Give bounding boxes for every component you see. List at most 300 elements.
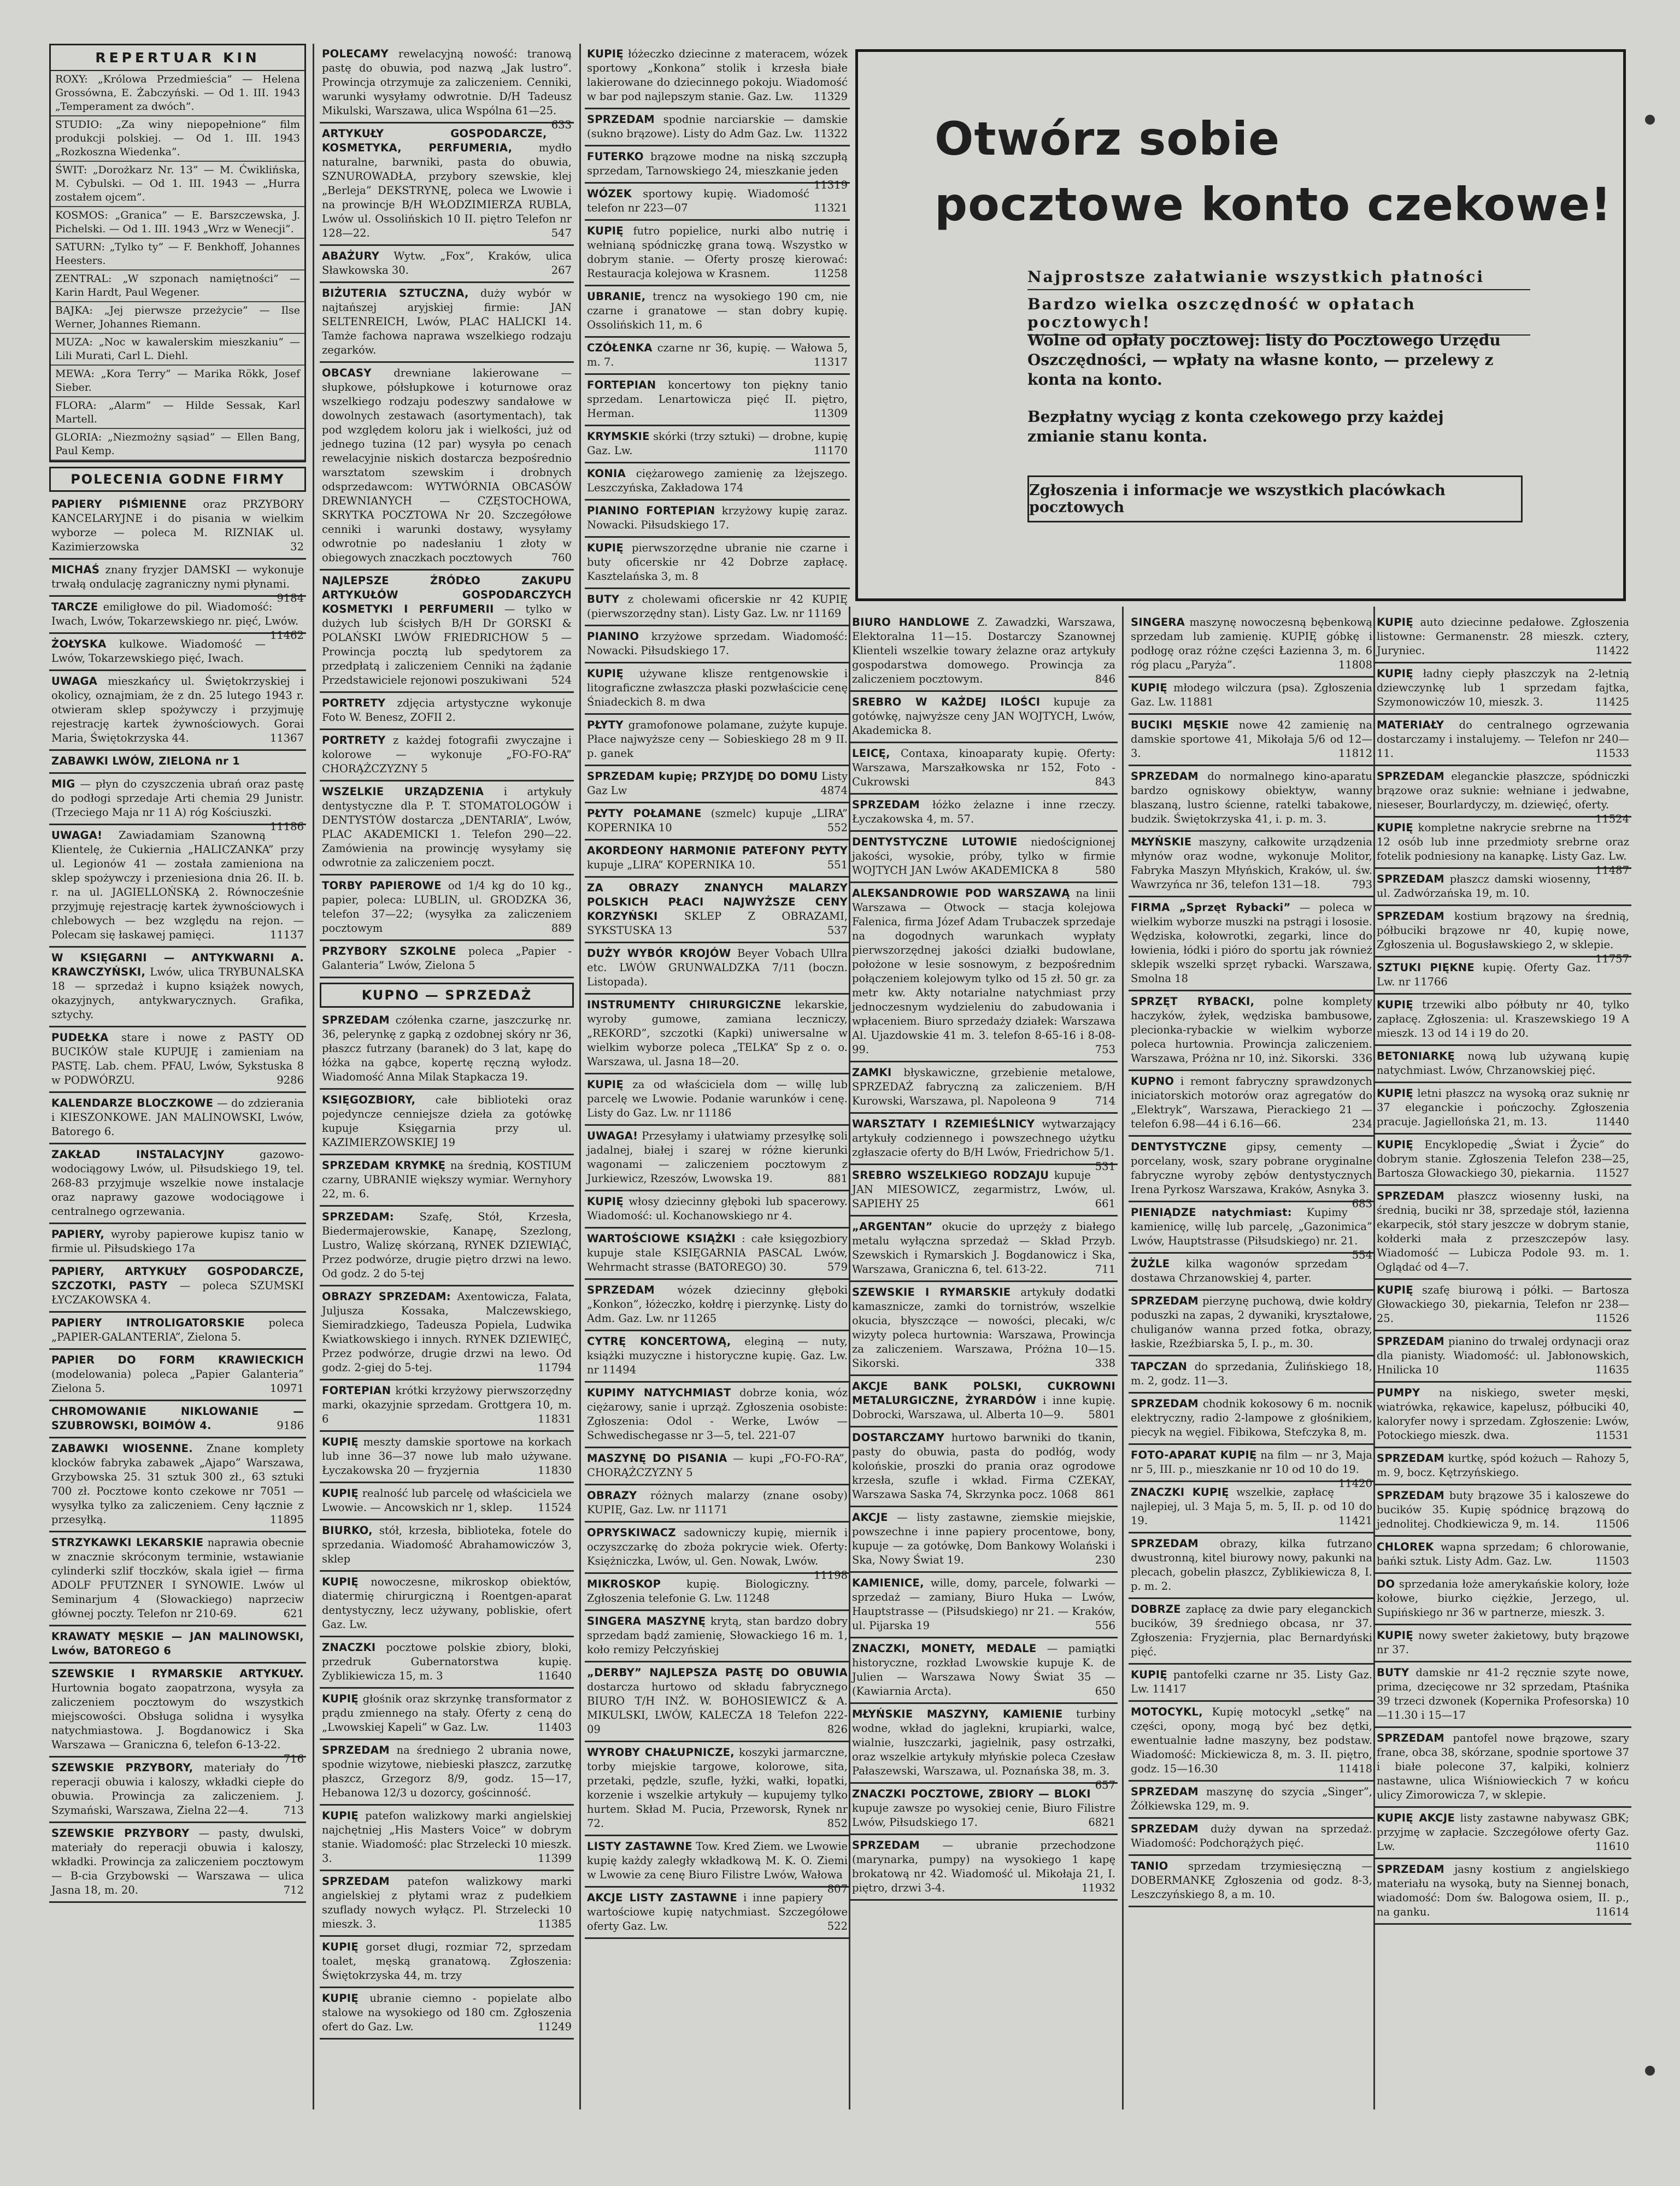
- ad-number: 11309: [813, 407, 848, 420]
- classified-ad: [1129, 1071, 1374, 1137]
- cinema-listing: MEWA: „Kora Terry” — Marika Rökk, Josef Sieber.: [51, 366, 304, 397]
- ad-text: maszynę do szycia „Singer”, Żółkiewska 129, m. 9.: [1131, 1785, 1372, 1812]
- ad-lead: SPRZEDAM KRYMKĘ: [322, 1159, 446, 1172]
- ad-lead: MICHAŚ: [51, 563, 100, 576]
- classified-ad: [1129, 1533, 1374, 1599]
- classified-ad: [1129, 1291, 1374, 1356]
- classified-ad: [320, 781, 574, 875]
- ad-lead: ŻUŻLE: [1131, 1257, 1170, 1270]
- ad-text: duży wybór w najtańszej aryjskiej firmie: JAN SELTENREICH, Lwów, PLAC HALICKI 14. Tamże fachowa naprawa wszelkiego rodzaju zegarków.: [322, 287, 572, 356]
- ad-number: 552: [827, 821, 848, 834]
- ad-lead: FIRMA „Sprzęt Rybacki”: [1131, 901, 1291, 914]
- ad-number: 11527: [1595, 1167, 1629, 1179]
- ad-text: nowe 42 zamienię na damskie sportowe 41, Mikołaja 5/6 od 12—3.: [1131, 719, 1372, 760]
- classified-ad: [585, 715, 850, 766]
- ad-lead: SPRZEDAM: [1377, 1863, 1444, 1876]
- ad-text: — tylko w dużych lub ścisłych B/H Dr GORSKI & POLAŃSKI LWÓW FRIEDRICHOW 5 — Prowincja pocztą lub spedytorem za przedpłatą i zaliczeniem Cenniki na żądanie Przedstawiciele rejonowi poszukiwani: [322, 603, 572, 686]
- ad-text: maszynę nowoczesną bębenkową sprzedam lub zamienię. KUPIĘ góbkę i podłogę oraz różne części Łazienna 3, m. 6 róg placu „Paryża”.: [1131, 616, 1372, 671]
- ad-lead: PAPIER DO FORM KRAWIECKICH: [51, 1354, 304, 1366]
- ad-text: pierzynę puchową, dwie kołdry poduszki na zapas, 2 dywaniki, kryształowe, chuliganów wanna przed fotka, obrazy, łaskie, Rzeźbiarska 5, I. p., m. 30.: [1131, 1295, 1372, 1350]
- ad-lead: OPRYSKIWACZ: [587, 1526, 676, 1539]
- classified-ad: [49, 597, 306, 642]
- classified-ad: [320, 1090, 574, 1155]
- classified-ad: [320, 1483, 574, 1520]
- ad-lead: DENTYSTYCZNE LUTOWIE: [852, 836, 1018, 848]
- ad-lead: KUPNO: [1131, 1075, 1174, 1088]
- ad-benefit-1: Najprostsze załatwianie wszystkich płatności: [1027, 268, 1530, 290]
- ad-text: ubranie ciemno - popielate albo stalowe na wysokiego od 180 cm. Zgłoszenia ofert do Gaz. Lw.: [322, 1992, 572, 2033]
- ad-number: 267: [551, 264, 572, 277]
- ad-text: sprzedania łoże amerykańskie kolory, łoże kołowe, biurko ciężkie, Jerzego, ul. Supińskiego nr 36 w partnerze, mieszk. 3.: [1377, 1578, 1629, 1619]
- ad-number: 11794: [537, 1361, 572, 1374]
- ad-lead: KUPIĘ: [587, 1078, 624, 1091]
- cinema-listing: KOSMOS: „Granica” — E. Barszczewska, J. Pichelski. — Od 1. III. 1943 „Wrz w Wenecji”.: [51, 207, 304, 239]
- ad-lead: PIANINO FORTEPIAN: [587, 504, 715, 517]
- classified-ad: [585, 626, 850, 663]
- classified-ad: [49, 1823, 306, 1903]
- classified-ad: [585, 109, 850, 146]
- ad-text: Tow. Kred Ziem. we Lwowie kupię każdy zaległy wkładkową M. K. O. Ziemi w Lwowie za cenę Biuro Filistre Lwów, Wałowa: [587, 1840, 848, 1881]
- ad-text: gramofonowe polamane, zużyte kupuje. Płace najwyższe ceny — Sobieskiego 28 m 9 II. p. ganek: [587, 719, 848, 760]
- ad-text: włosy dziecinny głęboki lub spacerowy. Wiadomość: ul. Kochanowskiego nr 4.: [587, 1195, 848, 1222]
- ad-number: 11367: [269, 732, 304, 744]
- ad-number: 714: [1095, 1095, 1115, 1107]
- ad-number: 11531: [1595, 1429, 1629, 1442]
- ad-text: eleginą — nuty, książki muzyczne i historyczne kupię. Gaz. Lw. nr 11494: [587, 1335, 848, 1376]
- ad-number: 11610: [1595, 1840, 1629, 1853]
- ad-text: płaszcz damski wiosenny, ul. Zadwórzańska 19, m. 10.: [1377, 873, 1591, 900]
- ad-text: koszyki jarmarczne, torby miejskie targowe, kolorowe, sita, przetaki, pędzle, szufle, łyżki, wałki, łopatki, korzenie i wszelkie artykuły — kupujemy tylko hurtem. Skład M. Pucia, Przeworsk, Rynek nr 72.: [587, 1746, 848, 1830]
- ad-text: auto dziecinne pedałowe. Zgłoszenia listowne: Germanenstr. 28 mieszk. cztery, Juryniec.: [1377, 616, 1629, 657]
- ad-number: 9286: [277, 1074, 304, 1086]
- ad-text: i inne papiery wartościowe kupię natychmiast. Szczegółowe oferty Gaz. Lw.: [587, 1891, 848, 1932]
- ad-lead: KUPIĘ: [1131, 1668, 1167, 1681]
- ad-lead: UWAGA: [51, 675, 98, 687]
- ad-number: 338: [1095, 1357, 1115, 1370]
- ad-number: 11319: [813, 179, 848, 191]
- ad-lead: POLECAMY: [322, 48, 389, 60]
- ad-number: 11385: [537, 1918, 572, 1930]
- column-rule: [579, 44, 581, 2109]
- ad-number: 826: [827, 1723, 848, 1736]
- cinema-listing: BAJKA: „Jej pierwsze przeżycie” — Ilse Werner, Johannes Riemann.: [51, 302, 304, 334]
- ad-lead: SPRZEDAM: [1377, 1489, 1444, 1502]
- ad-number: 11524: [537, 1501, 572, 1514]
- ad-text: kurtkę, spód kożuch — Rahozy 5, m. 9, bocz. Kętrzyńskiego.: [1377, 1452, 1629, 1479]
- ad-lead: AKCJE: [852, 1511, 888, 1524]
- classified-ad: [320, 1637, 574, 1689]
- ad-lead: KUPIĘ AKCJE: [1377, 1812, 1455, 1824]
- ad-lead: SPRZEDAM: [852, 798, 920, 811]
- classified-ad: [1129, 1665, 1374, 1702]
- ad-lead: MŁYŃSKIE MASZYNY, KAMIENIE: [852, 1708, 1063, 1720]
- classified-ad: [320, 1988, 574, 2040]
- ad-number: 760: [551, 551, 572, 564]
- ad-lead: SZTUKI PIĘKNE: [1377, 961, 1475, 974]
- ad-lead: FUTERKO: [587, 150, 644, 163]
- classified-ad: [1129, 832, 1374, 897]
- ad-text: trencz na wysokiego 190 cm, nie czarne i granatowe — stan dobry kupię. Ossolińskich 11, m. 6: [587, 290, 848, 331]
- ad-number: 11186: [269, 820, 304, 833]
- ad-lead: BUTY: [587, 593, 620, 606]
- ad-text: do sprzedania, Żulińskiego 18, m. 2, godz. 11—3.: [1131, 1360, 1372, 1387]
- ad-lead: BUTY: [1377, 1666, 1409, 1679]
- ad-lead: SPRZEDAM: [1377, 873, 1444, 885]
- ad-text: niedoścignionej jakości, wysokie, próby, tylko w firmie WOJTYCH JAN Lwów AKADEMICKA 8: [852, 836, 1115, 877]
- ad-lead: KUPIĘ: [587, 542, 624, 554]
- ad-lead: UWAGA!: [51, 829, 103, 842]
- ad-lead: KONIA: [587, 467, 626, 480]
- ad-number: 11932: [1081, 1882, 1115, 1894]
- ad-text: Encyklopedię „Świat i Życie” do dobrym stanie. Zgłoszenia Telefon 238—25, Bartosza Głowackiego 30, piekarnia.: [1377, 1138, 1629, 1179]
- column-4: [850, 612, 1118, 1901]
- ad-text: — płyn do czyszczenia ubrań oraz pastę do podłogi sprzedaje Arti chemia 29 Junistr. (Trzeciego Maja nr 11 A) róg Kościuszki.: [51, 778, 304, 819]
- ad-lead: KUPIĘ: [1377, 1629, 1413, 1642]
- ad-lead: SINGERA: [1131, 616, 1185, 628]
- ad-text: — pasty, dwulski, materiały do reperacji obuwia i kaloszy, wkładki. Prowincja za zaliczeniem pocztowym — B-cia Grzybowski — Warszawa — ulica Jasna 18, m. 20.: [51, 1827, 304, 1896]
- ad-number: 11487: [1595, 864, 1629, 877]
- ad-lead: MOTOCYKL,: [1131, 1706, 1203, 1718]
- ad-number: 807: [827, 1883, 848, 1895]
- classified-ad: [585, 995, 850, 1074]
- ad-text: płaszcz wiosenny łuski, na średnią, buciki nr 38, sprzedaje stół, łazienna ekarpecik, stół stary jeszcze w dobrym stanie, kołderki mała z przeszczepów lasy. Wiadomość — Lubicza Podole 93. m. 1. Oglądać od 4—7.: [1377, 1190, 1629, 1273]
- ad-text: Contaxa, kinoaparaty kupię. Oferty: Warszawa, Marszałkowska nr 152, Foto - Cukrowski: [852, 747, 1115, 788]
- ad-lead: ZABAWKI WIOSENNE.: [51, 1442, 193, 1455]
- ad-number: 11895: [269, 1513, 304, 1526]
- classified-ad: [1374, 1485, 1631, 1537]
- ad-lead: MIG: [51, 778, 75, 790]
- ad-text: Beyer Vobach Ullra etc. LWÓW GRUNWALDZKA 7/11 (boczn. Listopada).: [587, 947, 848, 988]
- ad-lead: SPRZEDAM: [1377, 770, 1444, 783]
- ad-lead: SPRZEDAM: [1377, 1452, 1444, 1465]
- ad-text: wszelkie, zapłacę najlepiej, ul. 3 Maja 5, m. 5, II. p. od 10 do 19.: [1131, 1486, 1372, 1527]
- ad-number: 713: [283, 1804, 304, 1817]
- ad-number: 11329: [813, 90, 848, 103]
- ad-lead: STRZYKAWKI LEKARSKIE: [51, 1536, 204, 1549]
- ad-number: 11506: [1595, 1518, 1629, 1530]
- classified-ad: [320, 1432, 574, 1483]
- column-rule: [313, 44, 314, 2109]
- classified-ad: [49, 1350, 306, 1401]
- ad-text: Lwów, ulica TRYBUNALSKA 18 — sprzedaż i kupno książek nowych, okazyjnych, antykwarycznych. Grafika, sztychy.: [51, 966, 304, 1021]
- classified-ad: [1374, 1135, 1631, 1186]
- ad-text: nowoczesne, mikroskop obiektów, diatermię chirurgiczną i Roentgen-aparat dentystyczny, lecz używany, pobliskie, ofert Gaz. Lw.: [322, 1576, 572, 1631]
- ad-text: drewniane lakierowane — słupkowe, półsłupkowe i koturnowe oraz wszelkiego rodzaju podeszwy sandałowe w dowolnych zestawach (asortymentach), tak pod względem koloru jak i wielkości, już od jednego tuzina (12 par) wysyła po cenach rewelacyjnie niskich dostarcza bezpośrednio warsztatom szewskim i drobnych odsprzedawcom: WYTWÓRNIA OBCASÓW DREWNIANYCH — CZĘSTOCHOWA, SKRYTKA POCZTOWA Nr 20. Szczegółowe cenniki i warunki dostawy, wysyłamy odwrotnie po nadesłaniu 1 złoty w obiegowych znaczkach pocztowych: [322, 367, 572, 564]
- ad-text: zapłacę za dwie pary eleganckich bucików, 39 średniego obcasa, nr 37. Zgłoszenia: Fryzjernia, plac Bernardyński pięć.: [1131, 1603, 1372, 1658]
- ad-lead: SZEWSKIE I RYMARSKIE: [852, 1286, 1011, 1298]
- ad-number: 711: [1095, 1263, 1115, 1276]
- classified-ad: [585, 1074, 850, 1126]
- ad-lead: DUŻY WYBÓR KROJÓW: [587, 947, 731, 960]
- ad-lead: ZNACZKI: [322, 1641, 376, 1654]
- classified-ad: [1374, 663, 1631, 715]
- ad-text: do normalnego kino-aparatu bardzo ogniskowy obiektyw, wanny blaszaną, lustro ścienne, ratelki tabakowe, budzik. Świętokrzyska 41, i. p. m. 3.: [1131, 770, 1372, 825]
- ad-lead: UWAGA!: [587, 1130, 638, 1142]
- ad-number: 531: [1095, 1160, 1115, 1173]
- ad-text: krzyżowy kupię zaraz. Nowacki. Piłsudskiego 17.: [587, 504, 848, 531]
- ad-lead: OBRAZY SPRZEDAM:: [322, 1290, 451, 1303]
- ad-lead: INSTRUMENTY CHIRURGICZNE: [587, 998, 782, 1011]
- classified-ad: [320, 1806, 574, 1871]
- classified-ad: [1129, 1819, 1374, 1856]
- ad-number: 11249: [537, 2020, 572, 2033]
- cinema-listing: SATURN: „Tylko ty” — F. Benkhoff, Johannes Heesters.: [51, 239, 304, 271]
- ad-text: gorset długi, rozmiar 72, sprzedam toalet, męską granatową. Zgłoszenia: Świętokrzyska 44, m. trzy: [322, 1941, 572, 1982]
- classified-ad: [585, 426, 850, 463]
- classified-ad: [850, 1282, 1118, 1376]
- classified-ad: [320, 730, 574, 781]
- classified-ad: [49, 1626, 306, 1664]
- ad-benefit-2: Bardzo wielka oszczędność w opłatach pocztowych!: [1027, 295, 1530, 336]
- ad-number: 551: [827, 859, 848, 871]
- classified-ad: [850, 1217, 1118, 1282]
- ad-lead: SPRZEDAM: [322, 1875, 390, 1888]
- ad-text: gazowo-wodociągowy Lwów, ul. Piłsudskiego 19, tel. 268-83 przyjmuje wszelkie nowe instalacje oraz naprawy gazowe wodociągowe i centralnego ogrzewania.: [51, 1148, 304, 1218]
- ad-text: krytą, stan bardzo dobry sprzedam bądź zamienię, Słowackiego 16 m. 1, koło remizy Pełczyńskiej: [587, 1615, 848, 1656]
- ad-text: — poleca w wielkim wyborze muszki na pstrągi i lososie. Wędziska, kołowrotki, zegarki, lince do łowienia, łódki i pióro do sportu jak również sklepik wszelki sprzęt rybacki. Warszawa, Smolna 18: [1131, 901, 1372, 985]
- classified-ad: [1374, 1383, 1631, 1448]
- classified-ad: [585, 1523, 850, 1582]
- ad-number: 9186: [277, 1419, 304, 1432]
- ad-text: chodnik kokosowy 6 m. nocnik elektryczny, radio 2-lampowe z głośnikiem, piecyk na węgiel. Fibikowa, Stefczyka 8, m.: [1131, 1397, 1372, 1438]
- classified-ad: [585, 1280, 850, 1331]
- ad-text: hurtowo barwniki do tkanin, pasty do obuwia, pasta do podłóg, wody kolońskie, proszki do prania oraz ogrodowe krzesła, szufle i wkład. Firma CZEKAY, Warszawa Saska 74, Skrzynka pocz. 1068: [852, 1431, 1115, 1501]
- classified-ad: [1129, 678, 1374, 715]
- binding-hole-icon: [1645, 115, 1655, 125]
- classified-ad: [320, 875, 574, 941]
- ad-lead: WYROBY CHAŁUPNICZE,: [587, 1746, 735, 1759]
- ad-lead: SINGERA MASZYNĘ: [587, 1615, 706, 1627]
- ad-lead: SPRZEDAM: [587, 113, 655, 126]
- ad-text: Kupimy kamienicę, willę lub parcelę, „Gazonimica” Lwów, Hauptstrasse (Piłsudskiego) nr. 21.: [1131, 1206, 1372, 1247]
- ad-text: : całe księgozbiory kupuje stale KSIĘGARNIA PASCAL Lwów, Wehrmacht strasse (BATOREGO) 30.: [587, 1232, 848, 1273]
- ad-number: 11137: [269, 929, 304, 941]
- classified-ad: [49, 825, 306, 948]
- cinema-listing: ŚWIT: „Dorożkarz Nr. 13” — M. Ćwiklińska, M. Cybulski. — Od 1. III. 1943 — „Hurra zostałem ojcem”.: [51, 162, 304, 207]
- classified-ad: [585, 841, 850, 878]
- classified-ad: [585, 146, 850, 191]
- ad-lead: SZEWSKIE PRZYBORY,: [51, 1761, 193, 1774]
- classified-ad: [1374, 715, 1631, 766]
- classified-ad: [1374, 1625, 1631, 1662]
- ad-lead: FOTO-APARAT KUPIĘ: [1131, 1449, 1257, 1461]
- ad-text: skórki (trzy sztuki) — drobne, kupię Gaz. Lw.: [587, 430, 848, 457]
- ad-lead: NAJLEPSZE ŹRÓDŁO ZAKUPU ARTYKUŁÓW GOSPODARCZYCH KOSMETYKI I PERFUMERII: [322, 574, 572, 615]
- ad-lead: PAPIERY,: [51, 1228, 105, 1241]
- ad-lead: TORBY PAPIEROWE: [322, 879, 442, 892]
- classified-ad: [49, 1532, 306, 1626]
- ad-lead: ALEKSANDROWIE POD WARSZAWĄ: [852, 887, 1070, 900]
- ad-text: kupię. Oferty Gaz. Lw. nr 11766: [1377, 961, 1591, 988]
- ad-number: 547: [551, 227, 572, 239]
- classified-ad: [585, 1126, 850, 1191]
- ad-lead: KUPIMY NATYCHMIAST: [587, 1386, 731, 1399]
- classified-ad: [1374, 1574, 1631, 1625]
- ad-text: na niskiego, sweter męski, wiatrówka, rękawice, kapelusz, półbuciki 40, kaloryfer nowy i sprzedam. Zgłoszenie: Lwów, Potockiego mieszk. dwa.: [1377, 1386, 1629, 1442]
- ad-text: kupuje JAN MIESOWICZ, zegarmistrz, Lwów, ul. SAPIEHY 25: [852, 1169, 1115, 1210]
- ad-text: Znane komplety klocków fabryka zabawek „Ajapo” Warszawa, Grzybowska 25. 31 sztuk 300 zł., 63 sztuki 700 zł. Pocztowe konto czekowe nr 7051 — wysyłka tylko za zaliczeniem. Ceny łącznie z przesyłką.: [51, 1442, 304, 1526]
- column-6: [1374, 612, 1631, 1925]
- ad-number: 5801: [1088, 1408, 1115, 1421]
- ad-lead: KALENDARZE BLOCZKOWE: [51, 1097, 214, 1109]
- ad-number: 556: [1095, 1619, 1115, 1632]
- classified-ad: [850, 883, 1118, 1062]
- classified-ad: [850, 1114, 1118, 1173]
- ad-number: 11635: [1595, 1364, 1629, 1376]
- ad-text: nową lub używaną kupię natychmiast. Lwów, Chrzanowskiej pięć.: [1377, 1050, 1629, 1077]
- ad-text: krzyżowe sprzedam. Wiadomość: Nowacki. Piłsudskiego 17.: [587, 630, 848, 657]
- ad-lead: KUPIĘ: [322, 1576, 359, 1588]
- ad-lead: FORTEPIAN: [587, 379, 656, 391]
- classified-ad: [320, 246, 574, 283]
- classified-ad: [1129, 1782, 1374, 1819]
- ad-text: kulkowe. Wiadomość — Lwów, Tokarzewskiego pięć, Iwach.: [51, 638, 266, 665]
- ad-text: mydło naturalne, barwniki, pasta do obuwia, SZNUROWADŁA, przybory szewskie, klej „Berleja” DEKSTRYNĘ, poleca we Lwowie i na prowincje B/H WŁODZIMIERZA RUBLA, Lwów ul. Ossolińskich 10 II. piętro Telefon nr 128—22.: [322, 142, 572, 239]
- ad-number: 554: [1352, 1249, 1372, 1261]
- ad-lead: TARCZE: [51, 601, 98, 613]
- ad-text: meszty damskie sportowe na korkach lub inne 36—37 nowe lub mało używane. Łyczakowska 20 — fryzjernia: [322, 1436, 572, 1477]
- classified-ad: [850, 692, 1118, 743]
- ad-text: całe biblioteki oraz pojedyncze cenniejsze dzieła za gotówkę kupuje Księgarnia przy ul. KAZIMIERZOWSKIEJ 19: [322, 1094, 572, 1149]
- ad-lead: SZEWSKIE PRZYBORY: [51, 1827, 190, 1840]
- ad-lead: LISTY ZASTAWNE: [587, 1840, 692, 1853]
- classified-ad: [585, 1611, 850, 1662]
- ad-lead: PŁYTY POŁAMANE: [587, 807, 702, 820]
- ad-headline-1: Otwórz sobie: [935, 112, 1280, 166]
- ad-text: rewelacyjną nowość: tranową pastę do obuwia, pod nazwą „Jak lustro”. Prowincja otrzymuje za zaliczeniem. Cenniki, warunki wysyłamy odwrotnie. D/H Tadeusz Mikulski, Warszawa, ulica Wspólna 61—25.: [322, 48, 572, 117]
- ad-lead: KUPIĘ: [322, 1941, 359, 1953]
- ad-lead: BETONIARKĘ: [1377, 1050, 1455, 1062]
- classified-ad: [585, 286, 850, 338]
- ad-number: 11421: [1338, 1514, 1372, 1527]
- ad-text: od 1/4 kg do 10 kg., papier, poleca: LUBLIN, ul. GRODZKA 36, telefon 37—22; (wysyłka za zaliczeniem pocztowym: [322, 879, 572, 935]
- classified-ad: [320, 363, 574, 571]
- ad-text: spodnie narciarskie — damskie (sukno brązowe). Listy do Adm Gaz. Lw.: [587, 113, 848, 140]
- ad-lead: SPRZEDAM: [322, 1014, 390, 1026]
- classified-ad: [585, 1742, 850, 1836]
- ad-lead: KUPIĘ: [322, 1992, 359, 2005]
- ad-number: 11321: [813, 202, 848, 214]
- classified-ad: [585, 1331, 850, 1383]
- ad-number: 11198: [813, 1569, 848, 1582]
- ad-text: kupuje „LIRA” KOPERNIKA 10.: [587, 859, 755, 871]
- ad-text: obrazy, kilka futrzano dwustronną, kitel biurowy nowy, pakunki na plecach, gobelin płaszcz, Zyblikiewicza 8, I. p. m. 2.: [1131, 1537, 1372, 1593]
- ad-text: oraz PRZYBORY KANCELARYJNE i do pisania w wielkim wyborze — poleca M. RIZNIAK ul. Kazimierzowska: [51, 498, 304, 553]
- ad-number: 579: [827, 1261, 848, 1273]
- ad-lead: KUPIĘ: [587, 667, 624, 680]
- ad-lead: ZA OBRAZY ZNANYCH MALARZY POLSKICH PŁACI NAJWYŻSZE CENY KORZYŃSKI: [587, 882, 848, 922]
- classified-ad: [1374, 1046, 1631, 1083]
- ad-text: emiligłowe do pil. Wiadomość: Iwach, Lwów, Tokarzewskiego nr. pięć, Lwów.: [51, 601, 299, 627]
- ad-text: pocztowe polskie zbiory, bloki, przedruk Gubernatorstwa kupię. Zyblikiewicza 15, m. 3: [322, 1641, 572, 1682]
- ad-text: Wytw. „Fox”, Kraków, ulica Sławkowska 30.: [322, 250, 572, 277]
- classified-ad: [49, 751, 306, 774]
- ad-lead: DENTYSTYCZNE: [1131, 1141, 1227, 1153]
- ad-number: 580: [1095, 864, 1115, 877]
- ad-number: 843: [1095, 775, 1115, 788]
- ad-number: 4874: [820, 784, 848, 797]
- ad-text: artykuły dodatki kamasznicze, zamki do tornistrów, wszelkie okucia, błyszczące — nowości, plecaki, w/c wizyty poleca hurtownia: Warszawa, Prowincja za zaliczeniem. Warszawa, Próżna 10—15. Sikorski.: [852, 1286, 1115, 1370]
- ad-text: sprzedam trzymiesięczną — DOBERMANKĘ Zgłoszenia od godz. 8-3, Leszczyńskiego 8, a m. 10.: [1131, 1860, 1372, 1901]
- ad-lead: SPRZEDAM: [1131, 1785, 1199, 1798]
- ad-lead: SPRZEDAM: [1377, 1190, 1444, 1202]
- classified-ad: [850, 1427, 1118, 1507]
- ad-lead: LEICĘ,: [852, 747, 890, 760]
- classified-ad: [320, 44, 574, 131]
- ad-lead: SPRZEDAM: [1131, 1295, 1199, 1307]
- ad-lead: KUPIĘ: [1377, 821, 1413, 834]
- ad-number: 11526: [1595, 1312, 1629, 1325]
- ad-text: ładny ciepły płaszczyk na 2-letnią dziewczynkę lub 1 sprzedam fajtka, Szymonowiczów 10, mieszk. 3.: [1377, 667, 1629, 708]
- ad-number: 683: [1352, 1197, 1372, 1210]
- ad-text: błyskawiczne, grzebienie metalowe, SPRZEDAŻ fabryczną za zaliczeniem. B/H Kurowski, Warszawa, pl. Napoleona 9: [852, 1066, 1115, 1107]
- ad-lead: WARSZTATY I RZEMIEŚLNICY: [852, 1118, 1035, 1130]
- ad-text: eleganckie płaszcze, spódniczki brązowe oraz suknie: wełniane i jedwabne, nieseser, Bourlardyczy, m. dziewięć, oferty.: [1377, 770, 1629, 811]
- ad-lead: PUMPY: [1377, 1386, 1420, 1399]
- cinema-repertoire-title: REPERTUAR KIN: [51, 45, 304, 71]
- classified-ad: [1129, 715, 1374, 766]
- classified-ad: [49, 1664, 306, 1765]
- classified-ad: [320, 1520, 574, 1572]
- classified-ad: [49, 1144, 306, 1224]
- column-5: [1129, 612, 1374, 1907]
- ad-text: sportowy kupię. Wiadomość telefon nr 223—07: [587, 187, 809, 214]
- ad-number: 846: [1095, 673, 1115, 685]
- ad-number: 11420: [1338, 1477, 1372, 1490]
- cinema-listing: STUDIO: „Za winy niepopełnione” film produkcji polskiej. — Od 1. III. 1943 „Rozkoszna Wiedenka”.: [51, 116, 304, 162]
- ad-number: 11399: [537, 1852, 572, 1865]
- ad-lead: WSZELKIE URZĄDZENIA: [322, 785, 484, 798]
- ad-text: Kupię motocykl „setkę” na części, opony, mogą być bez dętki, ewentualnie ładne maszyny, bez podstaw. Wiadomość: Mickiewicza 8, m. 3. II. piętro, godz. 15—16.30: [1131, 1706, 1372, 1775]
- classified-ad: [850, 1376, 1118, 1427]
- classified-ad: [49, 560, 306, 604]
- classified-ad: [850, 1638, 1118, 1704]
- cinema-listing: FLORA: „Alarm” — Hilde Sessak, Karl Martell.: [51, 397, 304, 429]
- ad-lead: PIANINO: [587, 630, 639, 643]
- ad-lead: „ARGENTAN”: [852, 1220, 933, 1233]
- ad-text: Z. Zawadzki, Warszawa, Elektoralna 11—15. Dostarczy Szanownej Klienteli wszelkie towary żelazne oraz artykuły gospodarstwa domowego. Prowincja za zaliczeniem pocztowym.: [852, 616, 1115, 685]
- classified-ad: [1129, 991, 1374, 1071]
- ad-text: — ubranie przechodzone (marynarka, pumpy) na wysokiego 1 kapę brokatową nr 42. Wiadomość ul. Mikołaja 21, I. piętro, drzwi 3-4.: [852, 1839, 1115, 1894]
- ad-text: duży dywan na sprzedaż. Wiadomość: Podchorążych pięć.: [1131, 1823, 1372, 1849]
- classified-ad: [585, 1448, 850, 1485]
- ad-lead: ŻOŁYSKA: [51, 638, 107, 650]
- classified-ad: [585, 1383, 850, 1448]
- classified-ad: [1374, 1280, 1631, 1331]
- classified-ad: [585, 663, 850, 715]
- ad-lead: KUPIĘ: [322, 1436, 359, 1448]
- ad-text: — kupi „FO-FO-RA”, CHORĄŻCZYZNY 5: [587, 1452, 848, 1479]
- ad-lead: KRYMSKIE: [587, 430, 650, 443]
- classified-ad: [1374, 612, 1631, 663]
- classified-ad: [320, 571, 574, 693]
- ad-lead: KUPIĘ: [322, 1487, 359, 1500]
- ad-lead: BIŻUTERIA SZTUCZNA,: [322, 287, 469, 299]
- ad-text: nowy sweter żakietowy, buty brązowe nr 37.: [1377, 1629, 1629, 1656]
- ad-number: 650: [1095, 1685, 1115, 1697]
- ad-lead: ZAMKI: [852, 1066, 892, 1079]
- ad-number: 889: [551, 922, 572, 935]
- ad-lead: MŁYŃSKIE: [1131, 836, 1192, 848]
- classified-ad: [1129, 1356, 1374, 1394]
- classified-ad: [1374, 766, 1631, 825]
- classified-ad: [320, 1871, 574, 1937]
- ad-text: okucie do uprzęży z białego metalu wyłączna sprzedaż — Skład Przyb. Szewskich i Rymarskich J. Bogdanowicz i Ska, Warszawa, Graniczna 6, tel. 613-22.: [852, 1220, 1115, 1276]
- classified-ad: [49, 1093, 306, 1144]
- ad-lead: W KSIĘGARNI — ANTYKWARNI A. KRAWCZYŃSKI,: [51, 951, 304, 978]
- ad-text: krótki krzyżowy pierwszorzędny marki, okazyjnie sprzedam. Grottgera 10, m. 6: [322, 1384, 572, 1425]
- ad-lead: KUPIĘ: [1377, 1087, 1413, 1100]
